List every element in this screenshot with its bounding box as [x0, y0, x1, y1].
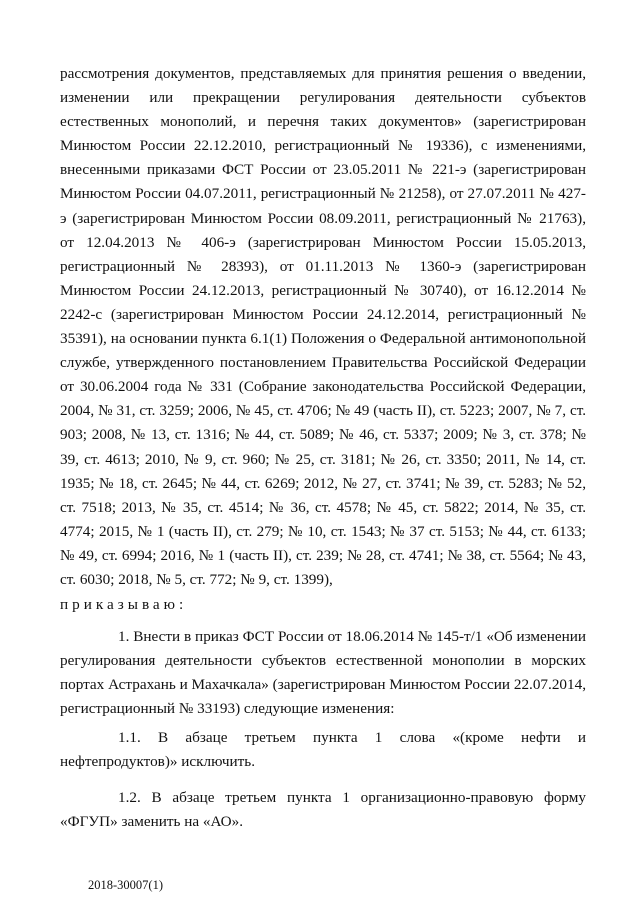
- item-1-1-paragraph: 1.1. В абзаце третьем пункта 1 слова «(кроме нефти и нефтепродуктов)» исключить.: [60, 728, 586, 770]
- item-1-paragraph: 1. Внести в приказ ФСТ России от 18.06.2014 № 145-т/1 «Об изменении регулирования деятельности субъектов естественной монополии в морских портах Астрахань и Махачкала» (зарегистрирован Минюстом России 22.07.2014, регистрационный № 33193) следующие изменения:: [60, 628, 586, 718]
- document-body: [60, 62, 586, 834]
- preamble-paragraph: рассмотрения документов, представляемых для принятия решения о введении, изменении или прекращении регулирования деятельности субъектов естественных монополий, и перечня таких документов» (зарегистрирован Минюстом России 22.12.2010, регистрационный № 19336), с изменениями, внесенными приказами ФСТ России от 23.05.2011 № 221-э (зарегистрирован Минюстом России 04.07.2011, регистрационный № 21258), от 27.07.2011 № 427-э (зарегистрирован Минюстом России 08.09.2011, регистрационный № 21763), от 12.04.2013 № 406-э (зарегистрирован Минюстом России 15.05.2013, регистрационный № 28393), от 01.11.2013 № 1360-э (зарегистрирован Минюстом России 24.12.2013, регистрационный № 30740), от 16.12.2014 № 2242-с (зарегистрирован Минюстом России 24.12.2014, регистрационный № 35391), на основании пункта 6.1(1) Положения о Федеральной антимонопольной службе, утвержденного постановлением Правительства Российской Федерации от 30.06.2004 года № 331 (Собрание законодательства Российской Федерации, 2004, № 31, ст. 3259; 2006, № 45, ст. 4706; № 49 (часть II), ст. 5223; 2007, № 7, ст. 903; 2008, № 13, ст. 1316; № 44, ст. 5089; № 46, ст. 5337; 2009; № 3, ст. 378; № 39, ст. 4613; 2010, № 9, ст. 960; № 25, ст. 3181; № 26, ст. 3350; 2011, № 14, ст. 1935; № 18, ст. 2645; № 44, ст. 6269; 2012, № 27, ст. 3741; № 39, ст. 5283; № 52, ст. 7518; 2013, № 35, ст. 4514; № 36, ст. 4578; № 45, ст. 5822; 2014, № 35, ст. 4774; 2015, № 1 (часть II), ст. 279; № 10, ст. 1543; № 37 ст. 5153; № 44, ст. 6133; № 49, ст. 6994; 2016, № 1 (часть II), ст. 239; № 28, ст. 4741; № 38, ст. 5564; № 43, ст. 6030; 2018, № 5, ст. 772; № 9, ст. 1399),: [60, 65, 586, 588]
- order-word: приказываю:: [60, 596, 188, 614]
- item-1-2-paragraph: 1.2. В абзаце третьем пункта 1 организационно-правовую форму «ФГУП» заменить на «АО».: [60, 788, 586, 830]
- document-registration-code: 2018-30007(1): [88, 878, 163, 892]
